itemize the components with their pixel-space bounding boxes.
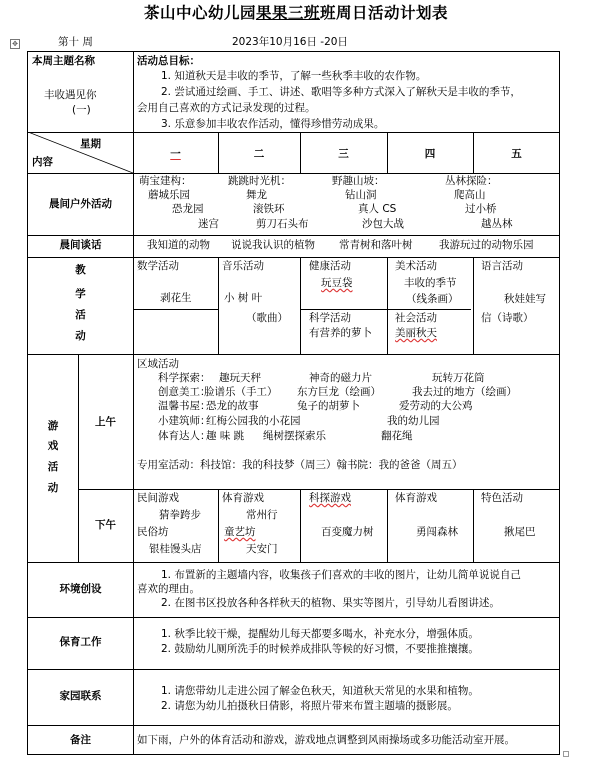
afternoon-col2-item: 常州行 <box>246 509 278 521</box>
health-content: 玩豆袋 <box>321 277 353 289</box>
games-label-3: 活 <box>47 461 59 473</box>
day-thursday: 四 <box>424 148 436 160</box>
math-content: 剥花生 <box>160 292 192 304</box>
environment-line-1-cont: 喜欢的理由。 <box>137 583 200 595</box>
week-label: 第十 周 <box>58 36 93 48</box>
area-item: 翻花绳 <box>381 430 413 442</box>
goal-3: 3. 乐意参加丰收农作活动，懂得珍惜劳动成果。 <box>161 118 385 130</box>
outdoor-cat-1: 萌宝建构： <box>139 175 192 187</box>
weekday-header-label: 星期 <box>80 138 101 150</box>
morning-label: 上午 <box>95 416 116 428</box>
table-move-handle-icon[interactable]: ✥ <box>10 39 20 49</box>
area-item: 绳树摆探索乐 <box>263 430 326 442</box>
area-item: 神奇的磁力片 <box>309 372 372 384</box>
plan-table <box>27 51 560 755</box>
day-monday: 一 <box>170 148 181 160</box>
afternoon-col2-item: 童艺坊 <box>224 526 256 538</box>
teaching-label-4: 动 <box>75 330 86 342</box>
day-friday: 五 <box>511 148 522 160</box>
area-item: 我的幼儿园 <box>387 415 440 427</box>
social-title: 社会活动 <box>395 312 437 324</box>
outdoor-item: 越丛林 <box>481 218 513 230</box>
theme-label: 本周主题名称 <box>32 55 95 67</box>
talk-item: 说说我认识的植物 <box>231 239 315 251</box>
class-name: 果果三班 <box>255 4 320 22</box>
date-range: 2023年10月16日 -20日 <box>232 36 348 48</box>
outdoor-item: 蘑城乐园 <box>148 189 190 201</box>
teaching-label-2: 学 <box>75 288 86 300</box>
special-room-activity: 专用室活动：科技馆：我的科技梦（周三）翰书院：我的爸爸（周五） <box>137 459 463 471</box>
art-type: （线条画） <box>406 293 459 305</box>
area-item: 爱劳动的大公鸡 <box>399 400 473 412</box>
afternoon-col3-item: 百变魔力树 <box>321 526 374 538</box>
family-label: 家园联系 <box>59 690 102 702</box>
games-label-4: 动 <box>47 482 59 494</box>
language-content-cont: 信（诗歌） <box>481 312 534 324</box>
environment-line-1: 1. 布置新的主题墙内容，收集孩子们喜欢的丰收的图片，让幼儿简单说说自己 <box>161 569 521 581</box>
area-item: 兔子的胡萝卜 <box>297 400 360 412</box>
afternoon-col4-item: 勇闯森林 <box>416 526 458 538</box>
family-line-2: 2. 请您为幼儿拍摄秋日倩影，将照片带来布置主题墙的摄影展。 <box>161 700 458 712</box>
language-content: 秋娃娃写 <box>504 293 546 305</box>
afternoon-col5-title: 特色活动 <box>481 492 523 504</box>
area-name: 体育达人： <box>158 430 211 442</box>
outdoor-item: 过小桥 <box>465 203 497 215</box>
music-content: 小 树 叶 <box>224 292 263 304</box>
afternoon-col3-title: 科探游戏 <box>309 492 351 504</box>
area-item: 玩转万花筒 <box>432 372 485 384</box>
area-name: 小建筑师： <box>158 415 211 427</box>
afternoon-label: 下午 <box>95 519 116 531</box>
environment-line-2: 2. 在图书区投放各种各样秋天的植物、果实等图片，引导幼儿看图讲述。 <box>161 597 500 609</box>
art-content: 丰收的季节 <box>404 277 457 289</box>
outdoor-item: 爬高山 <box>454 189 486 201</box>
care-line-1: 1. 秋季比较干燥，提醒幼儿每天都要多喝水，补充水分，增强体质。 <box>161 628 479 640</box>
outdoor-item: 沙包大战 <box>362 218 404 230</box>
outdoor-cat-2: 跳跳时光机： <box>228 175 291 187</box>
teaching-label-3: 活 <box>75 309 86 321</box>
theme-name-sub: (一) <box>72 104 91 116</box>
notes-label: 备注 <box>70 734 91 746</box>
outdoor-item: 舞龙 <box>246 189 267 201</box>
science-content: 有营养的萝卜 <box>309 327 372 339</box>
area-item: 我去过的地方（绘画） <box>412 386 517 398</box>
goal-2-cont: 会用自己喜欢的方式记录发现的过程。 <box>137 102 316 114</box>
care-label: 保育工作 <box>59 636 102 648</box>
area-name: 科学探索： <box>158 372 211 384</box>
talk-item: 常青树和落叶树 <box>339 239 413 251</box>
music-type: （歌曲） <box>246 312 288 324</box>
area-item: 趣玩天秤 <box>219 372 261 384</box>
content-header-label: 内容 <box>32 156 53 168</box>
afternoon-col2-title: 体育游戏 <box>222 492 264 504</box>
area-item: 红梅公园我的小花园 <box>206 415 301 427</box>
outdoor-item: 剪刀石头布 <box>256 218 309 230</box>
outdoor-item: 恐龙园 <box>172 203 204 215</box>
area-item: 趣 味 跳 <box>206 430 245 442</box>
games-label-1: 游 <box>47 420 59 432</box>
music-title: 音乐活动 <box>222 260 264 272</box>
outdoor-label: 晨间户外活动 <box>49 198 112 210</box>
area-item: 脸谱乐（手工） <box>204 386 278 398</box>
goals-label: 活动总目标： <box>137 55 200 67</box>
theme-name: 丰收遇见你 <box>44 89 97 101</box>
page-title: 茶山中心幼儿园果果三班班周日活动计划表 <box>143 4 449 22</box>
notes-text: 如下雨，户外的体育活动和游戏，游戏地点调整到风雨操场或多功能活动室开展。 <box>137 734 515 746</box>
afternoon-col2-item: 天安门 <box>246 543 278 555</box>
afternoon-col5-item: 揪尾巴 <box>504 526 536 538</box>
math-title: 数学活动 <box>137 260 179 272</box>
games-label-2: 戏 <box>47 440 59 452</box>
outdoor-item: 真人 CS <box>358 203 397 215</box>
social-content: 美丽秋天 <box>395 327 437 339</box>
goal-2: 2. 尝试通过绘画、手工、讲述、歌唱等多种方式深入了解秋天是丰收的季节， <box>161 86 521 98</box>
afternoon-col1-item: 猜拳跨步 <box>159 509 201 521</box>
table-resize-handle-icon[interactable] <box>563 751 569 757</box>
area-item: 东方巨龙（绘画） <box>297 386 381 398</box>
day-tuesday: 二 <box>253 148 265 160</box>
talk-item: 我游玩过的动物乐园 <box>439 239 534 251</box>
outdoor-item: 滚铁环 <box>253 203 285 215</box>
teaching-label-1: 教 <box>75 264 86 276</box>
art-title: 美术活动 <box>395 260 437 272</box>
science-title: 科学活动 <box>309 312 351 324</box>
health-title: 健康活动 <box>309 260 351 272</box>
environment-label: 环境创设 <box>59 583 102 595</box>
talk-label: 晨间谈话 <box>59 239 102 251</box>
outdoor-item: 钻山洞 <box>345 189 377 201</box>
afternoon-col4-title: 体育游戏 <box>395 492 437 504</box>
area-title: 区域活动 <box>137 358 179 370</box>
family-line-1: 1. 请您带幼儿走进公园了解金色秋天，知道秋天常见的水果和植物。 <box>161 685 479 697</box>
language-title: 语言活动 <box>481 260 523 272</box>
area-item: 恐龙的故事 <box>206 400 259 412</box>
afternoon-col1-title: 民间游戏 <box>137 492 179 504</box>
area-name: 温馨书屋： <box>158 400 211 412</box>
talk-item: 我知道的动物 <box>147 239 210 251</box>
outdoor-item: 迷宫 <box>198 218 219 230</box>
outdoor-cat-3: 野趣山坡： <box>332 175 385 187</box>
afternoon-col1-item: 银桂馒头店 <box>149 543 202 555</box>
goal-1: 1. 知道秋天是丰收的季节，了解一些秋季丰收的农作物。 <box>161 70 427 82</box>
area-name: 创意美工： <box>158 386 211 398</box>
care-line-2: 2. 鼓励幼儿厕所洗手的时候养成排队等候的好习惯，不要推推攘攘。 <box>161 643 479 655</box>
afternoon-col1-item: 民俗坊 <box>137 526 169 538</box>
day-wednesday: 三 <box>338 148 349 160</box>
outdoor-cat-4: 丛林探险： <box>445 175 498 187</box>
